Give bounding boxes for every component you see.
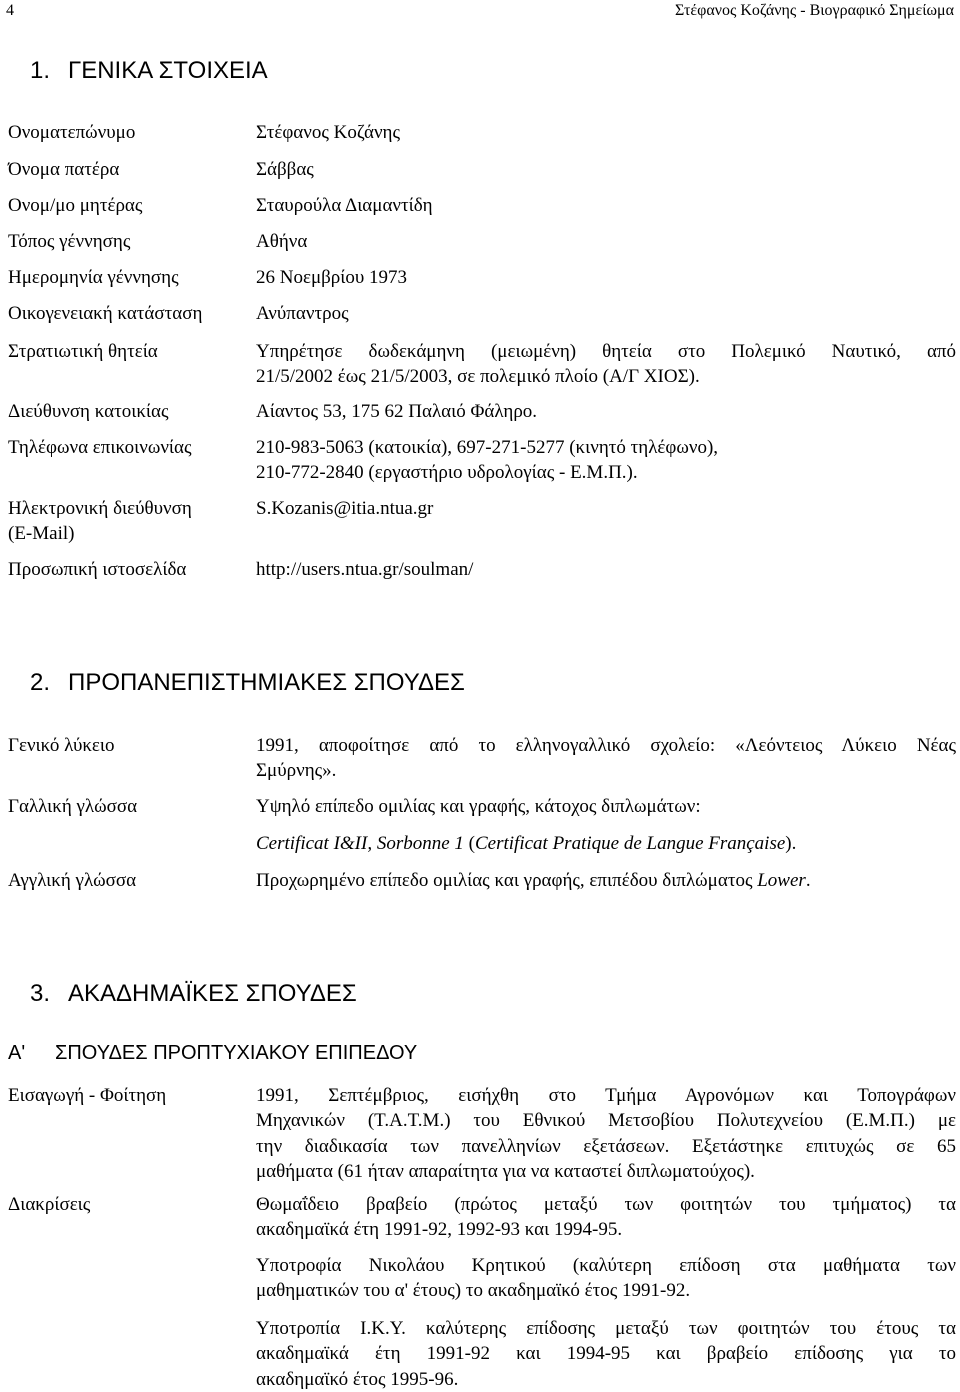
value-military: [256, 339, 956, 390]
value-lyceum-line-2: Σμύρνης».: [256, 760, 337, 782]
value-family-status: Ανύπαντρος: [256, 303, 349, 324]
value-french-line-1: Υψηλό επίπεδο ομιλίας και γραφής, κάτοχος διπλωμάτων:: [256, 796, 701, 817]
label-french: Γαλλική γλώσσα: [8, 796, 138, 817]
admission-line-2: Μηχανικών (Τ.Α.Τ.Μ.) του Εθνικού Μετσοβίου Πολυτεχνείου (Ε.Μ.Π.) με: [256, 1110, 956, 1132]
label-address: Διεύθυνση κατοικίας: [8, 401, 169, 422]
label-family-status: Οικογενειακή κατάσταση: [8, 303, 203, 324]
value-phones: [256, 435, 956, 486]
label-website: Προσωπική ιστοσελίδα: [8, 559, 187, 580]
value-address: Αίαντος 53, 175 62 Παλαιό Φάληρο.: [256, 401, 538, 422]
award-3-line-2: ακαδημαϊκά έτη 1991-92 και 1994-95 και βραβείο επίδοσης για το: [256, 1343, 956, 1365]
value-admission: [256, 1083, 956, 1184]
label-birthplace: Τόπος γέννησης: [8, 231, 131, 252]
subsection-heading: [8, 1040, 417, 1067]
subsection-title: ΣΠΟΥΔΕΣ ΠΡΟΠΤΥΧΙΑΚΟΥ ΕΠΙΠΕΔΟΥ: [55, 1042, 418, 1064]
subsection-number: Α': [8, 1042, 26, 1064]
section-2-number: 2.: [30, 669, 51, 696]
section-2-heading: [30, 667, 465, 699]
value-lyceum-line-1: 1991, αποφοίτησε από το ελληνογαλλικό σχολείο: «Λεόντειος Λύκειο Νέας: [256, 735, 956, 756]
admission-line-4: μαθήματα (61 ήταν απαραίτητα για να καταστεί διπλωματούχος).: [256, 1160, 755, 1182]
value-awards-3: [256, 1316, 956, 1392]
label-admission: Εισαγωγή - Φοίτηση: [8, 1085, 167, 1106]
label-email-line-2: (E-Mail): [8, 523, 75, 545]
section-2-title: ΠΡΟΠΑΝΕΠΙΣΤΗΜΙΑΚΕΣ ΣΠΟΥΔΕΣ: [68, 669, 465, 696]
value-father: Σάββας: [256, 159, 314, 180]
value-military-line-2: 21/5/2002 έως 21/5/2003, σε πολεμικό πλοίο (Α/Γ ΧΙΟΣ).: [256, 366, 700, 388]
value-french-certificates: [256, 831, 956, 856]
label-mother: Ονομ/μο μητέρας: [8, 195, 143, 216]
label-email: [8, 496, 248, 547]
label-awards: Διακρίσεις: [8, 1194, 91, 1215]
english-end: .: [805, 870, 811, 891]
award-3-line-3: ακαδημαϊκό έτος 1995-96.: [256, 1368, 459, 1390]
award-1-line-1: Θωμαΐδειο βραβείο (πρώτος μεταξύ των φοιτητών του τμήματος) τα: [256, 1194, 956, 1215]
label-military: Στρατιωτική θητεία: [8, 341, 158, 362]
value-birthplace: Αθήνα: [256, 231, 308, 252]
certificate-sorbonne: Certificat I&II, Sorbonne 1: [256, 833, 464, 854]
section-3-number: 3.: [30, 980, 51, 1007]
paren-close: ).: [785, 833, 797, 854]
label-birthdate: Ημερομηνία γέννησης: [8, 267, 179, 288]
award-1-line-2: ακαδημαϊκά έτη 1991-92, 1992-93 και 1994-95.: [256, 1219, 623, 1241]
page-number: 4: [6, 2, 14, 19]
award-2-line-2: μαθηματικών του α' έτους) το ακαδημαϊκό έτος 1991-92.: [256, 1280, 691, 1302]
value-mother: Σταυρούλα Διαμαντίδη: [256, 195, 433, 216]
value-phones-line-1: 210-983-5063 (κατοικία), 697-271-5277 (κινητό τηλέφωνο),: [256, 437, 719, 458]
award-3-line-1: Υποτροπία Ι.Κ.Υ. καλύτερης επίδοσης μεταξύ των φοιτητών του έτους τα: [256, 1318, 956, 1339]
value-birthdate: 26 Νοεμβρίου 1973: [256, 267, 408, 288]
value-lyceum: [256, 733, 956, 784]
award-2-line-1: Υποτροφία Νικολάου Κρητικού (καλύτερη επίδοση στα μαθήματα των: [256, 1255, 956, 1276]
section-3-heading: [30, 978, 357, 1010]
value-english: [256, 868, 956, 893]
label-lyceum: Γενικό λύκειο: [8, 735, 115, 756]
value-awards-1: [256, 1192, 956, 1243]
value-email: S.Kozanis@itia.ntua.gr: [256, 498, 434, 519]
section-1-heading: [30, 55, 268, 87]
admission-line-3: την διαδικασία των πανελληνίων εξετάσεων. Εξετάστηκε επιτυχώς σε 65: [256, 1135, 956, 1157]
label-english: Αγγλική γλώσσα: [8, 870, 137, 891]
paren-open: (: [463, 833, 475, 854]
label-name: Ονοματεπώνυμο: [8, 122, 136, 143]
english-diploma: Lower: [757, 870, 806, 891]
section-1-number: 1.: [30, 57, 51, 84]
value-french: [256, 794, 956, 819]
certificate-pratique: Certificat Pratique de Langue Française: [475, 833, 786, 854]
value-awards-2: [256, 1253, 956, 1304]
admission-line-1: 1991, Σεπτέμβριος, εισήχθη στο Τμήμα Αγρονόμων και Τοπογράφων: [256, 1085, 956, 1106]
section-1-title: ΓΕΝΙΚΑ ΣΤΟΙΧΕΙΑ: [68, 57, 268, 84]
label-email-line-1: Ηλεκτρονική διεύθυνση: [8, 498, 192, 519]
value-military-line-1: Υπηρέτησε δωδεκάμηνη (μειωμένη) θητεία στο Πολεμικό Ναυτικό, από: [256, 341, 956, 362]
value-phones-line-2: 210-772-2840 (εργαστήριο υδρολογίας - Ε.Μ.Π.).: [256, 462, 638, 484]
running-head: Στέφανος Κοζάνης - Βιογραφικό Σημείωμα: [674, 2, 954, 19]
value-website: http://users.ntua.gr/soulman/: [256, 559, 474, 580]
label-father: Όνομα πατέρα: [8, 159, 120, 180]
english-text: Προχωρημένο επίπεδο ομιλίας και γραφής, επιπέδου διπλώματος: [256, 870, 758, 891]
label-phones: Τηλέφωνα επικοινωνίας: [8, 437, 192, 458]
section-3-title: ΑΚΑΔΗΜΑΪΚΕΣ ΣΠΟΥΔΕΣ: [68, 980, 357, 1007]
value-name: Στέφανος Κοζάνης: [256, 122, 401, 143]
